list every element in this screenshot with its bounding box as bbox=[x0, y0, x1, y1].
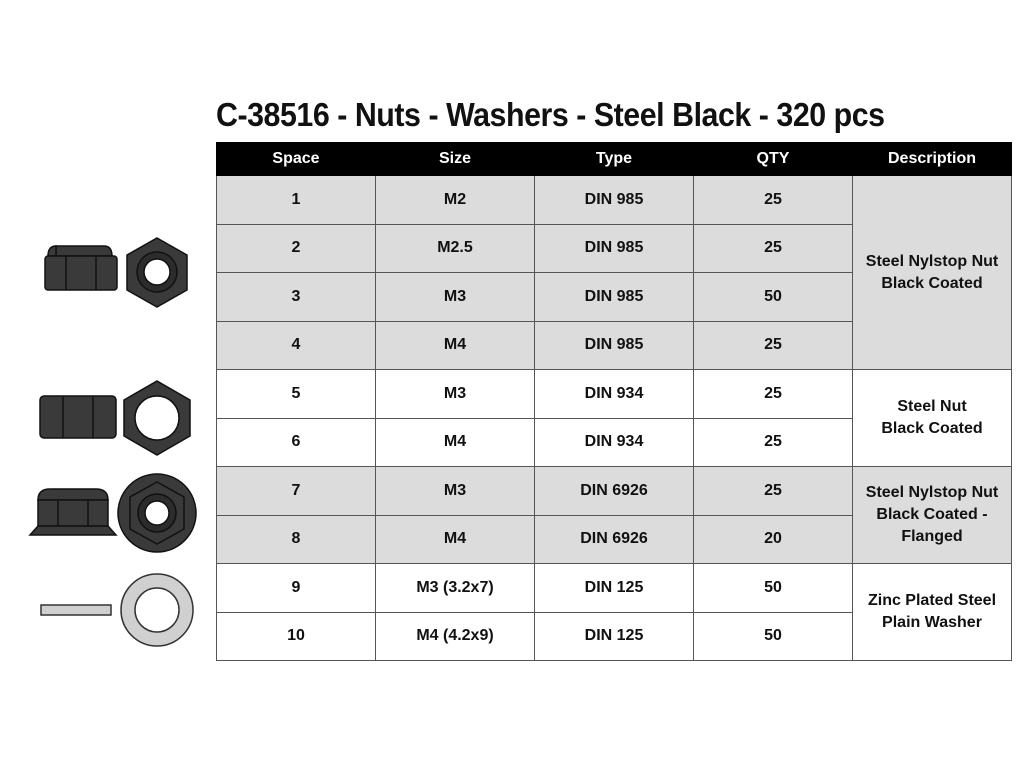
qty-cell: 50 bbox=[694, 273, 853, 322]
hex-nut-top-icon bbox=[124, 381, 190, 455]
description-line: Flanged bbox=[901, 528, 963, 545]
space-cell: 1 bbox=[217, 176, 376, 225]
description-cell bbox=[853, 467, 1012, 564]
size-cell: M2.5 bbox=[376, 224, 535, 273]
flanged-nut-side-icon bbox=[30, 489, 116, 535]
qty-cell: 25 bbox=[694, 370, 853, 419]
qty-cell: 50 bbox=[694, 564, 853, 613]
description-cell bbox=[853, 176, 1012, 370]
size-cell: M3 bbox=[376, 467, 535, 516]
space-cell: 6 bbox=[217, 418, 376, 467]
column-header-qty: QTY bbox=[694, 143, 853, 176]
size-cell: M2 bbox=[376, 176, 535, 225]
description-line: Steel Nylstop Nut bbox=[865, 252, 999, 270]
size-cell: M4 bbox=[376, 515, 535, 564]
qty-cell: 25 bbox=[694, 224, 853, 273]
size-cell: M4 bbox=[376, 321, 535, 370]
description-line: Black Coated bbox=[881, 274, 983, 292]
description-cell bbox=[853, 370, 1012, 467]
type-cell: DIN 6926 bbox=[535, 515, 694, 564]
type-cell: DIN 985 bbox=[535, 176, 694, 225]
washer-top-icon bbox=[121, 574, 193, 646]
flanged-nut-top-icon bbox=[118, 474, 196, 552]
type-cell: DIN 6926 bbox=[535, 467, 694, 516]
space-cell: 2 bbox=[217, 224, 376, 273]
space-cell: 8 bbox=[217, 515, 376, 564]
table-row bbox=[217, 370, 1012, 419]
nylstop-nut-side-icon bbox=[45, 246, 117, 290]
space-cell: 4 bbox=[217, 321, 376, 370]
column-header-description: Description bbox=[853, 143, 1012, 176]
table-row bbox=[217, 564, 1012, 613]
specification-table bbox=[216, 142, 1012, 661]
column-header-type: Type bbox=[535, 143, 694, 176]
table-header-row bbox=[217, 143, 1012, 176]
table-row bbox=[217, 176, 1012, 225]
qty-cell: 25 bbox=[694, 176, 853, 225]
qty-cell: 25 bbox=[694, 321, 853, 370]
plain-washer-icon bbox=[41, 574, 193, 646]
type-cell: DIN 985 bbox=[535, 321, 694, 370]
flanged-nylstop-nut-icon bbox=[30, 474, 196, 552]
type-cell: DIN 125 bbox=[535, 612, 694, 661]
size-cell: M3 bbox=[376, 273, 535, 322]
qty-cell: 25 bbox=[694, 418, 853, 467]
type-cell: DIN 934 bbox=[535, 418, 694, 467]
column-header-space: Space bbox=[217, 143, 376, 176]
type-cell: DIN 985 bbox=[535, 273, 694, 322]
qty-cell: 20 bbox=[694, 515, 853, 564]
description-line: Black Coated - bbox=[876, 506, 988, 523]
size-cell: M3 bbox=[376, 370, 535, 419]
table-row bbox=[217, 467, 1012, 516]
washer-side-icon bbox=[41, 605, 111, 615]
size-cell: M3 (3.2x7) bbox=[376, 564, 535, 613]
page-title: C-38516 - Nuts - Washers - Steel Black - 320 pcs bbox=[216, 96, 885, 133]
description-line: Steel Nylstop Nut bbox=[865, 484, 999, 501]
type-cell: DIN 985 bbox=[535, 224, 694, 273]
description-line: Black Coated bbox=[881, 420, 983, 437]
hardware-illustrations bbox=[0, 0, 216, 768]
space-cell: 3 bbox=[217, 273, 376, 322]
space-cell: 5 bbox=[217, 370, 376, 419]
description-line: Steel Nut bbox=[897, 398, 967, 415]
size-cell: M4 bbox=[376, 418, 535, 467]
space-cell: 7 bbox=[217, 467, 376, 516]
space-cell: 10 bbox=[217, 612, 376, 661]
qty-cell: 25 bbox=[694, 467, 853, 516]
hex-nut-side-icon bbox=[40, 396, 116, 438]
description-line: Zinc Plated Steel bbox=[867, 592, 997, 609]
description-line: Plain Washer bbox=[882, 614, 982, 631]
hex-nut-icon bbox=[40, 381, 190, 455]
nylstop-nut-icon bbox=[45, 238, 187, 307]
description-cell bbox=[853, 564, 1012, 661]
nylstop-nut-top-icon bbox=[127, 238, 187, 307]
space-cell: 9 bbox=[217, 564, 376, 613]
qty-cell: 50 bbox=[694, 612, 853, 661]
type-cell: DIN 934 bbox=[535, 370, 694, 419]
size-cell: M4 (4.2x9) bbox=[376, 612, 535, 661]
column-header-size: Size bbox=[376, 143, 535, 176]
type-cell: DIN 125 bbox=[535, 564, 694, 613]
